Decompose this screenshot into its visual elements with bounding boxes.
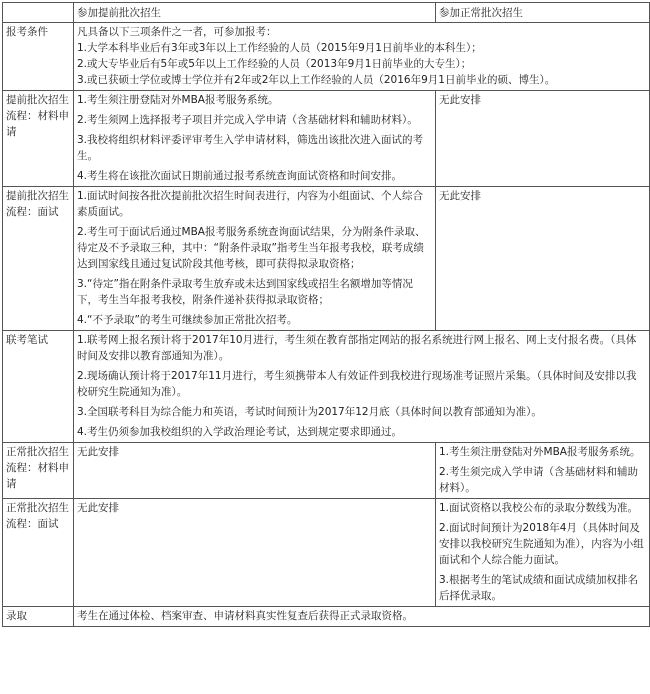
list-item: 2.考生须完成入学申请（含基础材料和辅助材料）。 xyxy=(439,466,639,494)
eligibility-line: 凡具备以下三项条件之一者，可参加报考： xyxy=(77,26,277,38)
list-item: 3.我校将组织材料评委评审考生入学申请材料，筛选出该批次进入面试的考生。 xyxy=(77,134,424,162)
header-blank xyxy=(3,3,74,23)
admission-table xyxy=(2,2,650,627)
row-label: 报考条件 xyxy=(3,23,74,91)
list-item: 2.考生可于面试后通过MBA报考服务系统查询面试结果，分为附条件录取、待定及不予录取三种，其中：“附条件录取”指考生当年报考我校，联考成绩达到国家线且通过复试阶段其他考核，即可获得拟录取资格； xyxy=(77,226,426,270)
list-item: 1.面试时间按各批次提前批次招生时间表进行，内容为小组面试、个人综合素质面试。 xyxy=(77,190,424,218)
early-na xyxy=(74,443,436,499)
row-label: 联考笔试 xyxy=(3,331,74,443)
row-label: 录取 xyxy=(3,607,74,627)
not-applicable-text: 无此安排 xyxy=(439,190,481,202)
row-early-interview xyxy=(3,187,650,331)
header-regular-batch: 参加正常批次招生 xyxy=(436,3,650,23)
list-item: 1.面试资格以我校公布的录取分数线为准。 xyxy=(439,502,639,514)
list-item: 4.“不予录取”的考生可继续参加正常批次招考。 xyxy=(77,314,298,326)
not-applicable-text: 无此安排 xyxy=(439,94,481,106)
not-applicable-text: 无此安排 xyxy=(77,502,119,514)
row-written-exam xyxy=(3,331,650,443)
list-item: 4.考生仍须参加我校组织的入学政治理论考试，达到规定要求即通过。 xyxy=(77,426,403,438)
list-item: 4.考生将在该批次面试日期前通过报考系统查询面试资格和时间安排。 xyxy=(77,170,403,182)
eligibility-line: 1.大学本科毕业后有3年或3年以上工作经验的人员（2015年9月1日前毕业的本科生）； xyxy=(77,42,482,54)
admission-text: 考生在通过体检、档案审查、申请材料真实性复查后获得正式录取资格。 xyxy=(77,610,413,622)
regular-interview-na xyxy=(436,187,650,331)
header-early-batch: 参加提前批次招生 xyxy=(74,3,436,23)
row-early-application xyxy=(3,91,650,187)
eligibility-content xyxy=(74,23,650,91)
row-label: 提前批次招生流程：面试 xyxy=(3,187,74,331)
early-na xyxy=(74,499,436,607)
regular-interview-content xyxy=(436,499,650,607)
row-regular-interview xyxy=(3,499,650,607)
row-label: 提前批次招生流程：材料申请 xyxy=(3,91,74,187)
row-eligibility xyxy=(3,23,650,91)
list-item: 1.联考网上报名预计将于2017年10月进行，考生须在教育部指定网站的报名系统进行网上报名、网上支付报名费。（具体时间及安排以教育部通知为准）。 xyxy=(77,334,637,362)
written-exam-content xyxy=(74,331,650,443)
early-application-content xyxy=(74,91,436,187)
row-label: 正常批次招生流程：面试 xyxy=(3,499,74,607)
list-item: 2.面试时间预计为2018年4月（具体时间及安排以我校研究生院通知为准），内容为小组面试和个人综合能力面试。 xyxy=(439,522,644,566)
row-regular-application xyxy=(3,443,650,499)
list-item: 3.根据考生的笔试成绩和面试成绩加权排名后择优录取。 xyxy=(439,574,639,602)
eligibility-line: 3.或已获硕士学位或博士学位并有2年或2年以上工作经验的人员（2016年9月1日前毕业的硕、博生）。 xyxy=(77,74,556,86)
list-item: 3.“待定”指在附条件录取考生放弃或未达到国家线或招生名额增加等情况下，考生当年报考我校，附条件递补获得拟录取资格； xyxy=(77,278,413,306)
admission-content xyxy=(74,607,650,627)
row-admission xyxy=(3,607,650,627)
early-interview-content xyxy=(74,187,436,331)
row-label: 正常批次招生流程：材料申请 xyxy=(3,443,74,499)
eligibility-line: 2.或大专毕业后有5年或5年以上工作经验的人员（2013年9月1日前毕业的大专生）； xyxy=(77,58,472,70)
list-item: 2.考生须网上选择报考子项目并完成入学申请（含基础材料和辅助材料）。 xyxy=(77,114,418,126)
header-row xyxy=(3,3,650,23)
regular-application-content xyxy=(436,443,650,499)
list-item: 1.考生须注册登陆对外MBA报考服务系统。 xyxy=(77,94,279,106)
list-item: 2.现场确认预计将于2017年11月进行，考生须携带本人有效证件到我校进行现场准考证照片采集。（具体时间及安排以我校研究生院通知为准）。 xyxy=(77,370,637,398)
list-item: 3.全国联考科目为综合能力和英语，考试时间预计为2017年12月底（具体时间以教育部通知为准）。 xyxy=(77,406,542,418)
list-item: 1.考生须注册登陆对外MBA报考服务系统。 xyxy=(439,446,641,458)
not-applicable-text: 无此安排 xyxy=(77,446,119,458)
regular-application-na xyxy=(436,91,650,187)
